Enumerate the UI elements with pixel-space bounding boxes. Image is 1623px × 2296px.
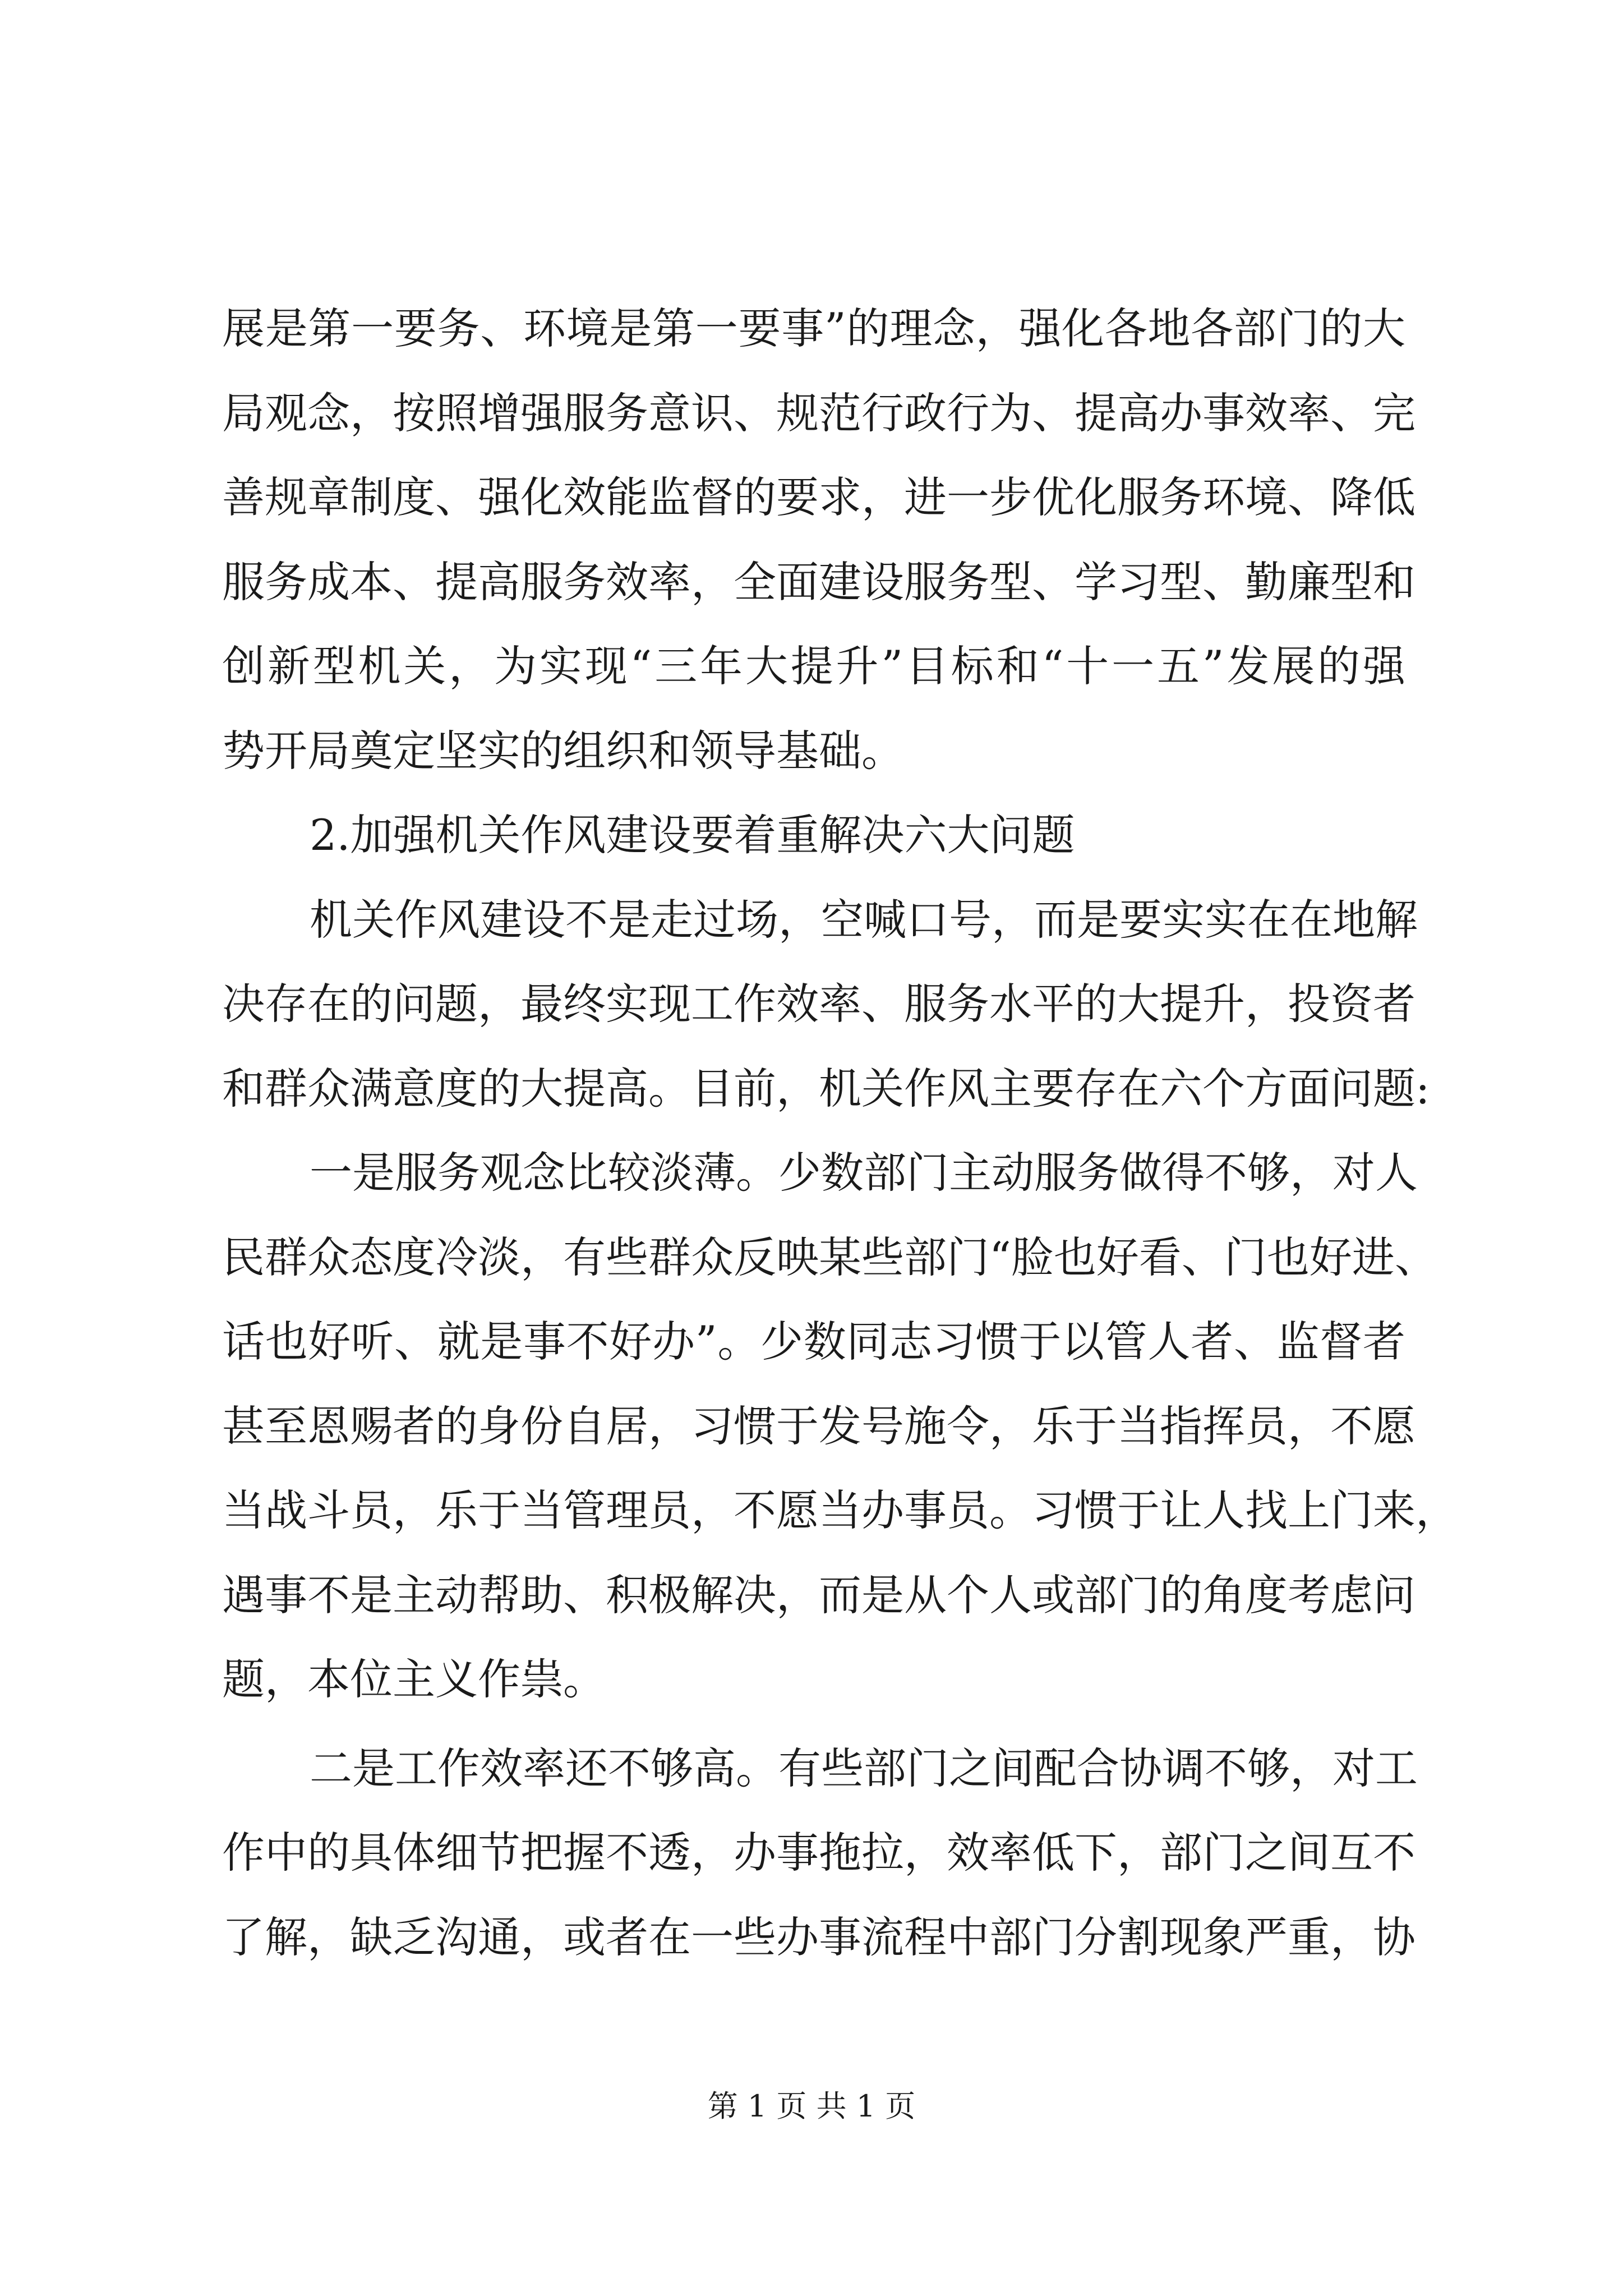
section-heading: 2.加强机关作风建设要着重解决六大问题	[310, 810, 1075, 860]
paragraph-first-line: 机关作风建设不是走过场，空喊口号，而是要实实在在地解	[310, 895, 1418, 945]
text-line: 善规章制度、强化效能监督的要求，进一步优化服务环境、降低	[222, 472, 1415, 522]
paragraph-first-line: 一是服务观念比较淡薄。少数部门主动服务做得不够，对人	[310, 1148, 1418, 1198]
text-line: 作中的具体细节把握不透，办事拖拉，效率低下，部门之间互不	[222, 1828, 1415, 1878]
text-line: 了解，缺乏沟通，或者在一些办事流程中部门分割现象严重，协	[222, 1912, 1415, 1962]
text-line: 创新型机关，为实现“三年大提升”目标和“十一五”发展的强	[222, 641, 1405, 691]
text-line: 甚至恩赐者的身份自居，习惯于发号施令，乐于当指挥员，不愿	[222, 1401, 1415, 1451]
text-line: 决存在的问题，最终实现工作效率、服务水平的大提升，投资者	[222, 979, 1415, 1029]
text-line: 和群众满意度的大提高。目前，机关作风主要存在六个方面问题:	[222, 1064, 1430, 1114]
text-line: 局观念，按照增强服务意识、规范行政行为、提高办事效率、完	[222, 388, 1415, 438]
text-line: 遇事不是主动帮助、积极解决，而是从个人或部门的角度考虑问	[222, 1570, 1415, 1620]
text-line: 题，本位主义作祟。	[222, 1654, 606, 1704]
text-line: 服务成本、提高服务效率，全面建设服务型、学习型、勤廉型和	[222, 557, 1415, 607]
paragraph-first-line: 二是工作效率还不够高。有些部门之间配合协调不够，对工	[310, 1743, 1418, 1793]
text-line: 当战斗员，乐于当管理员，不愿当办事员。习惯于让人找上门来，	[222, 1485, 1458, 1535]
page-footer: 第 1 页 共 1 页	[707, 2088, 916, 2124]
text-line: 展是第一要务、环境是第一要事”的理念，强化各地各部门的大	[222, 303, 1405, 353]
text-line: 民群众态度冷淡，有些群众反映某些部门“脸也好看、门也好进、	[222, 1232, 1437, 1282]
text-line: 话也好听、就是事不好办”。少数同志习惯于以管人者、监督者	[222, 1317, 1405, 1366]
text-line: 势开局奠定坚实的组织和领导基础。	[222, 726, 904, 776]
